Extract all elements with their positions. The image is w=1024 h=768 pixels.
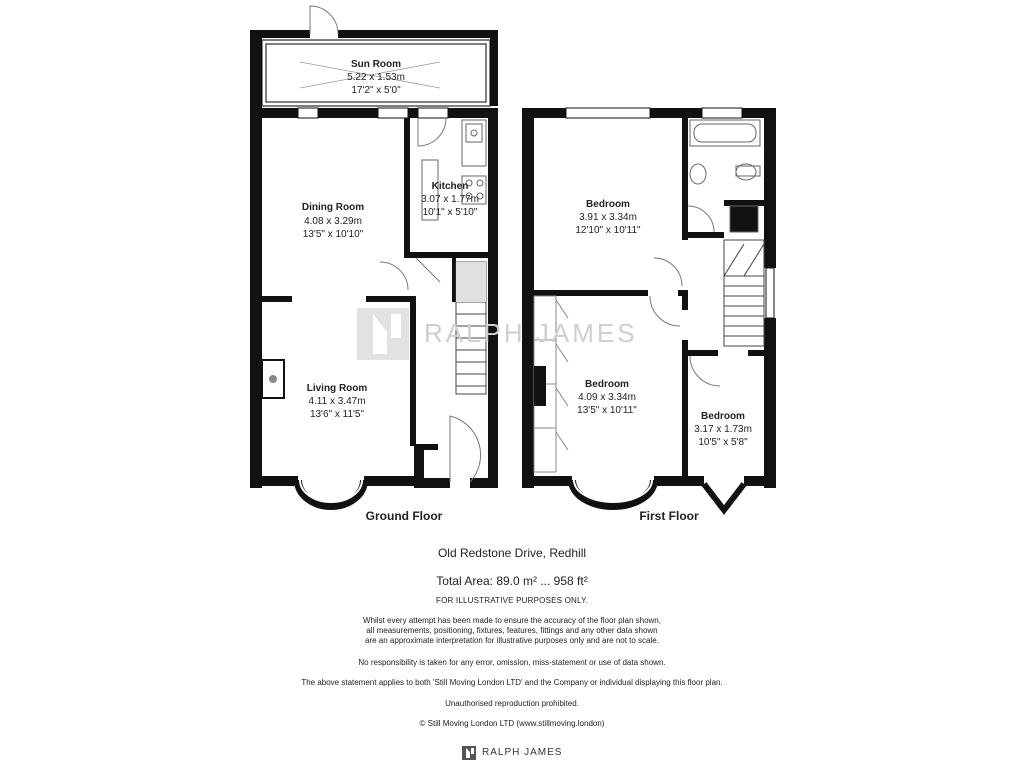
kitchen-name: Kitchen (431, 181, 469, 192)
brand-name: RALPH JAMES (482, 747, 563, 758)
bedroom-3-imperial: 10'5" x 5'8" (698, 437, 748, 448)
sun-room-side-wall-right (490, 30, 498, 106)
sun-room-name: Sun Room (351, 59, 401, 70)
disclaimer (0, 616, 1024, 646)
ground-floor-label: Ground Floor (365, 509, 443, 523)
bedroom-1-name: Bedroom (586, 199, 630, 210)
sun-room-side-wall (250, 30, 262, 116)
bedroom-1-metric: 3.91 x 3.34m (579, 212, 637, 223)
disclaimer-line-1: Whilst every attempt has been made to ensure the accuracy of the floor plan shown, (363, 616, 661, 625)
bedroom-2-metric: 4.09 x 3.34m (578, 392, 636, 403)
ground-internal-walls (262, 118, 488, 450)
ralph-james-logo-icon (462, 746, 476, 760)
dining-room-name: Dining Room (301, 202, 365, 213)
property-address: Old Redstone Drive, Redhill (437, 546, 587, 560)
small-bedroom-bay (704, 484, 744, 510)
front-door (450, 416, 481, 482)
bedroom-2-name: Bedroom (585, 379, 629, 390)
kitchen-imperial: 10'1" x 5'10" (422, 207, 478, 218)
copyright-note: © Still Moving London LTD (www.stillmoving.london) (419, 719, 605, 728)
ralph-james-watermark-logo (357, 308, 409, 360)
sun-room-door (310, 6, 338, 34)
bathroom-fixtures (690, 120, 760, 232)
kitchen-metric: 3.07 x 1.77m (421, 194, 479, 205)
total-area: Total Area: 89.0 m² ... 958 ft² (436, 574, 588, 588)
disclaimer-line-2: all measurements, positioning, fixtures, features, fittings and any other data shown (366, 626, 658, 635)
kitchen-fixtures (422, 120, 486, 220)
bedroom-1-imperial: 12'10" x 10'11" (575, 225, 641, 236)
brand-footer (458, 746, 578, 762)
first-floor-plan (522, 108, 776, 510)
disclaimer-line-3: are an approximate interpretation for illustrative purposes only and are not to scale. (365, 636, 659, 645)
no-responsibility-note: No responsibility is taken for any error, omission, miss-statement or use of data shown. (358, 658, 666, 667)
illustrative-notice: FOR ILLUSTRATIVE PURPOSES ONLY. (435, 596, 589, 605)
bedroom-2-imperial: 13'5" x 10'11" (577, 405, 637, 416)
sun-room-metric: 5.22 x 1.53m (347, 72, 405, 83)
living-room-name: Living Room (306, 383, 368, 394)
unauthorised-note: Unauthorised reproduction prohibited. (445, 699, 579, 708)
first-stairs (724, 240, 764, 346)
first-floor-label: First Floor (639, 509, 699, 523)
bedroom-3-metric: 3.17 x 1.73m (694, 424, 752, 435)
dining-room-imperial: 13'5" x 10'10" (302, 229, 364, 240)
bedroom-3-name: Bedroom (701, 411, 745, 422)
sun-room-imperial: 17'2" x 5'0" (351, 85, 401, 96)
ralph-james-watermark: RALPH JAMES (424, 318, 638, 348)
statement-applies-note: The above statement applies to both 'Still Moving London LTD' and the Company or individual displaying this floor plan. (301, 678, 723, 687)
dining-room-metric: 4.08 x 3.29m (304, 216, 362, 227)
living-room-metric: 4.11 x 3.47m (308, 396, 366, 407)
living-room-imperial: 13'6" x 11'5" (309, 409, 365, 420)
